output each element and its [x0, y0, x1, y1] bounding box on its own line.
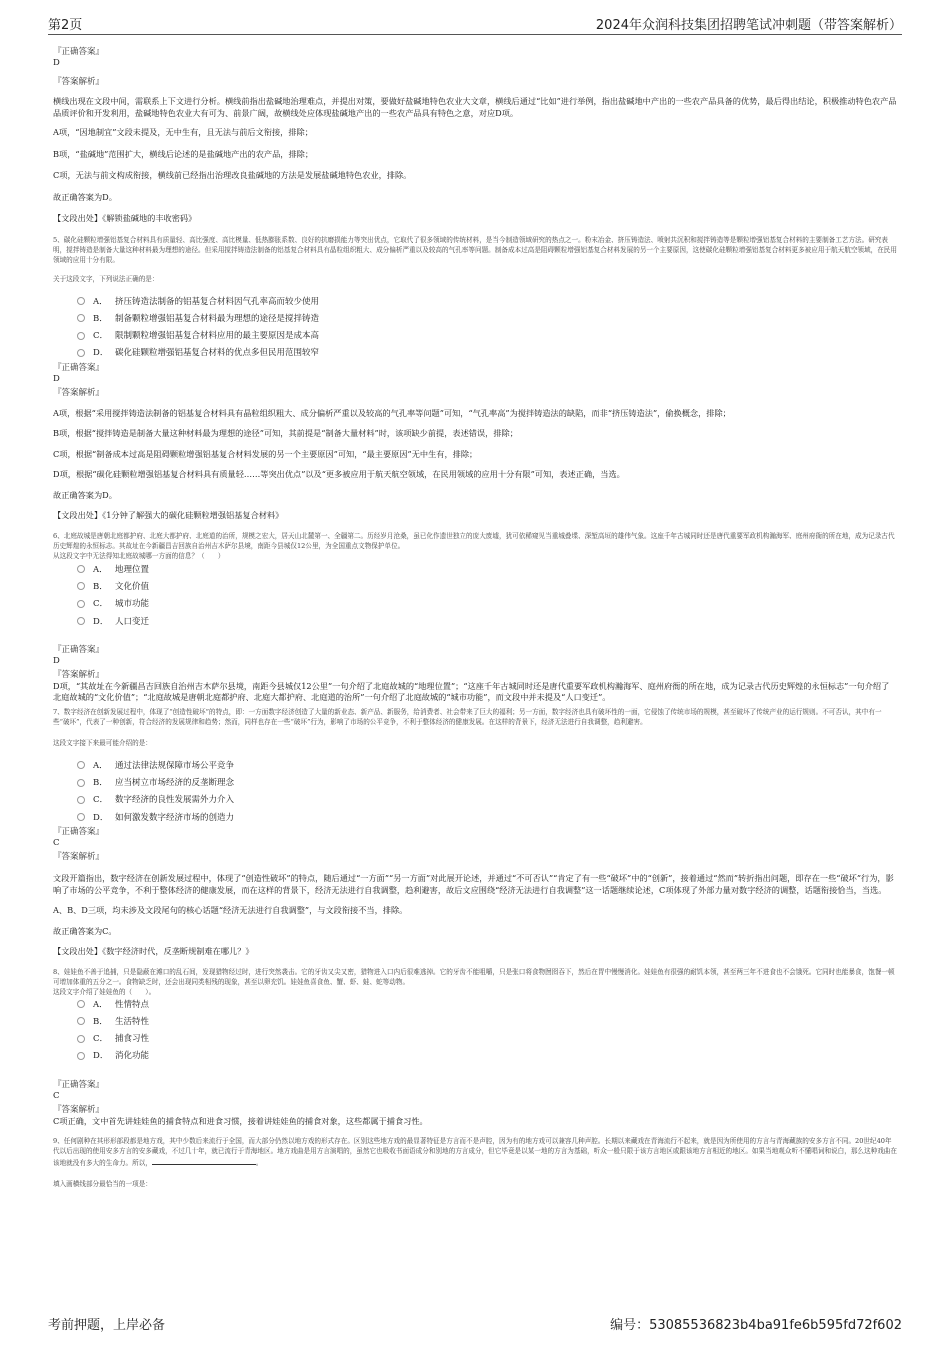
option-c[interactable]: C． 捕食习性	[77, 1031, 897, 1048]
analysis-label: 『答案解析』	[53, 1104, 105, 1115]
radio-icon[interactable]	[77, 1017, 85, 1025]
question-passage: 9、任何剧种在其形形部段都是地方戏，其中少数后来流行于全国，而大部分仍然以地方戏的形式存在。区别这些地方戏的最显著特征是方言而不是声腔，因为有的地方戏可以兼容几种声腔。长期以来藏戏在青海流行不起来，就是因为所使用的方言与青海藏族的安多方言不同。20世纪40年代以后出现的使用安多方言的安多藏戏，不过几十年，就已流行于青海地区。地方戏曲是用方言演唱的，虽然它也吸收书面语成分和别地的方言成分，但它毕竟是以某一地的方言为基础，听众一般只限于该方言地区或跟该地方言相近的地区。如果当地观众听不懂唱词和说白，那么这种戏曲在该地就没有多大的生命力。所以， 。	[53, 1137, 897, 1168]
analysis-label: 『答案解析』	[53, 77, 105, 87]
correct-answer: D	[53, 58, 60, 68]
analysis-note: A项，根据“采用搅拌铸造法制备的铝基复合材料具有晶粒组织粗大、成分偏析严重以及较高的气孔率等问题”可知，“气孔率高”为搅拌铸造法的缺陷，而非“挤压铸造法”，偷换概念，排除；	[53, 407, 731, 418]
question-prompt: 从这段文字中无法得知北庭故城哪一方面的信息？（ ）	[53, 551, 225, 560]
question-prompt: 关于这段文字，下列说法正确的是：	[53, 274, 159, 283]
final-answer: 故正确答案为D。	[53, 191, 117, 202]
option-list	[77, 562, 897, 631]
analysis-note: A项，“因地制宜”文段未提及，无中生有，且无法与前后文衔接，排除；	[53, 127, 313, 137]
correct-answer: C	[53, 838, 60, 849]
option-list	[77, 758, 897, 827]
source-citation: 【文段出处】《解锁盐碱地的丰收密码》	[53, 213, 197, 223]
page-content	[53, 44, 897, 1189]
radio-icon[interactable]	[77, 617, 85, 625]
page-number: 第2页	[48, 18, 83, 33]
question-passage: 8、娃娃鱼不善于追捕，只是隐蔽在滩口的乱石间，发现猎物经过时，进行突然袭击。它的牙齿又尖又密，猎物进入口内后很难逃掉。它的牙齿不能咀嚼，只是张口将食物囫囵吞下，然后在胃中慢慢消化。娃娃鱼有很强的耐饥本领，甚至两三年不进食也不会饿死。它同时也能暴食，饱餐一顿可增加体重的五分之一。食物缺乏时，还会出现同类相残的现象，甚至以卵充饥。娃娃鱼喜食鱼、蟹、虾、蛙、蛇等动物。	[53, 967, 895, 986]
correct-answer: C	[53, 1090, 60, 1101]
option-list	[77, 294, 897, 363]
radio-icon[interactable]	[77, 1035, 85, 1043]
radio-icon[interactable]	[77, 297, 85, 305]
analysis-label: 『答案解析』	[53, 852, 105, 863]
analysis-text: 横线出现在文段中间，需联系上下文进行分析。横线前指出盐碱地治理难点，并提出对策，要做好盐碱地特色农业大文章，横线后通过“比如”进行举例，指出盐碱地中产出的一些农产品具备的优势，最后得出结论，积极推动特色农产品品质评价和开发利用，盐碱地特色农业大有可为、前景广阔，故横线处应体现盐碱地产出的一些农产品具有特色之意，对应D项。	[53, 96, 897, 118]
correct-answer-label: 『正确答案』	[53, 827, 105, 838]
radio-icon[interactable]	[77, 582, 85, 590]
final-answer: 故正确答案为D。	[53, 489, 117, 500]
correct-answer: D	[53, 373, 60, 384]
option-d[interactable]: D． 人口变迁	[77, 614, 897, 631]
analysis-note: D项，根据“碳化硅颗粒增强铝基复合材料具有质量轻……等突出优点”以及“更多被应用于航天航空领域，在民用领域的应用十分有限”可知，表述正确，当选。	[53, 469, 625, 480]
analysis-note: C项，无法与前文构成衔接，横线前已经指出治理改良盐碱地的方法是发展盐碱地特色农业，排除。	[53, 170, 412, 180]
option-b[interactable]: B． 制备颗粒增强铝基复合材料最为理想的途径是搅拌铸造	[77, 311, 897, 328]
option-c[interactable]: C． 数字经济的良性发展需外力介入	[77, 792, 897, 809]
footer-slogan: 考前押题，上岸必备	[48, 1318, 166, 1333]
option-d[interactable]: D． 碳化硅颗粒增强铝基复合材料的优点多但民用范围较窄	[77, 345, 897, 362]
analysis-text: C项正确，文中首先讲娃娃鱼的捕食特点和进食习惯，接着讲娃娃鱼的捕食对象，这些都属于捕食习性。	[53, 1115, 428, 1126]
radio-icon[interactable]	[77, 600, 85, 608]
radio-icon[interactable]	[77, 761, 85, 769]
option-b[interactable]: B． 生活特性	[77, 1014, 897, 1031]
analysis-text: D项，“其故址在今新疆昌吉回族自治州吉木萨尔县境，南距今县城仅12公里”一句介绍了北庭故城的“地理位置”；“这座千年古城同时还是唐代重要军政机构瀚海军、庭州府衙的所在地，成为记录古代历史辉煌的永恒标志”一句介绍了北庭故城的“文化价值”；“北庭故城是唐朝北庭都护府、北庭大都护府、北庭道的治所”一句介绍了北庭故城的“城市功能”，而文段中并未提及“人口变迁”。	[53, 680, 890, 703]
source-citation: 【文段出处】《数字经济时代，反垄断规制难在哪儿？》	[53, 946, 254, 957]
page-footer	[48, 1314, 902, 1332]
source-citation: 【文段出处】《1分钟了解强大的碳化硅颗粒增强铝基复合材料》	[53, 510, 284, 521]
radio-icon[interactable]	[77, 1000, 85, 1008]
option-a[interactable]: A． 地理位置	[77, 562, 897, 579]
document-title: 2024年众润科技集团招聘笔试冲刺题（带答案解析）	[595, 18, 902, 33]
question-passage: 5、碳化硅颗粒增强铝基复合材料具有质量轻、高比强度、高比模量、低热膨胀系数、良好的抗磨损能力等突出优点，它取代了很多领域的传统材料，是当今制造领域研究的热点之一。粉末冶金、挤压铸造法、喷射共沉积和搅拌铸造等是颗粒增强铝基复合材料的主要制备工艺方法。研究表明，搅拌铸造是制备大量这种材料最为理想的途径。但采用搅拌铸造法制备的铝基复合材料具有晶粒组织粗大、成分偏析严重以及较高的气孔率等问题。制备成本过高是阻碍颗粒增强铝基复合材料发展的另一个主要原因，这使碳化硅颗粒增强铝基复合材料更多被应用于航天航空领域，在民用领域的应用十分有限。	[53, 235, 897, 264]
correct-answer-label: 『正确答案』	[53, 47, 105, 57]
radio-icon[interactable]	[77, 813, 85, 821]
radio-icon[interactable]	[77, 349, 85, 357]
correct-answer: D	[53, 655, 60, 666]
radio-icon[interactable]	[77, 779, 85, 787]
question-passage: 6、北庭故城是唐朝北庭都护府、北庭大都护府、北庭道的治所，规模之宏大，居天山北麓第一、全疆第二。历经岁月沧桑，虽已化作遗世独立的庞大废墟，犹可依稀窥见当重城叠堞、深堑高垣的雄伟气象。这座千年古城同时还是唐代重要军政机构瀚海军、庭州府衙的所在地，成为记录古代历史辉煌的永恒标志。其故址在今新疆昌吉回族自治州吉木萨尔县境，南距今县城仅12公里，为全国重点文物保护单位。	[53, 531, 895, 550]
radio-icon[interactable]	[77, 565, 85, 573]
document-id: 编号：53085536823b4ba91fe6b595fd72f602	[610, 1318, 902, 1333]
question-passage: 7、数字经济在创新发展过程中，体现了“创造性破坏”的特点，即：一方面数字经济创造了大量的新业态、新产品、新服务，给消费者、社会带来了巨大的福利；另一方面，数字经济也具有破坏性的一面，它侵蚀了传统市场的规模，甚至破坏了传统产业的运行规则。不可否认，其中有一些“破坏”，代表了一种创新，符合经济的发展规律和趋势；然而，同样也存在一些“破坏”行为，影响了市场的公平竞争，不利于整体经济的健康发展。在这样的背景下，经济无法进行自我调整，趋利避害。	[53, 707, 882, 726]
radio-icon[interactable]	[77, 332, 85, 340]
radio-icon[interactable]	[77, 796, 85, 804]
option-d[interactable]: D． 如何激发数字经济市场的创造力	[77, 810, 897, 827]
analysis-text: 文段开篇指出，数字经济在创新发展过程中，体现了“创造性破坏”的特点，随后通过“一方面”“另一方面”对此展开论述，并通过“不可否认”“肯定了有一些“破坏”中的“创新”，接着通过“然而”转折指出问题，即存在一些“破坏”行为，影响了市场的公平竞争，不利于整体经济的健康发展，而在这样的背景下，经济无法进行自我调整，趋利避害，故后文应围绕“经济无法进行自我调整”这一话题继续论述，C项体现了外部力量对数字经济的调整，话题衔接恰当，当选。	[53, 873, 894, 895]
option-b[interactable]: B． 文化价值	[77, 579, 897, 596]
option-a[interactable]: A． 性情特点	[77, 997, 897, 1014]
question-prompt: 这段文字接下来最可能介绍的是：	[53, 738, 152, 747]
option-b[interactable]: B． 应当树立市场经济的反垄断理念	[77, 775, 897, 792]
answer-blank[interactable]	[152, 1156, 256, 1165]
analysis-note: A、B、D三项，均未涉及文段尾句的核心话题“经济无法进行自我调整”，与文段衔接不当，排除。	[53, 905, 408, 916]
question-prompt: 这段文字介绍了娃娃鱼的（ ）。	[53, 987, 156, 996]
page-header	[48, 14, 902, 35]
analysis-label: 『答案解析』	[53, 387, 105, 398]
option-c[interactable]: C． 城市功能	[77, 596, 897, 613]
correct-answer-label: 『正确答案』	[53, 1079, 105, 1090]
option-a[interactable]: A． 通过法律法规保障市场公平竞争	[77, 758, 897, 775]
final-answer: 故正确答案为C。	[53, 925, 117, 936]
analysis-note: C项，根据“制备成本过高是阻碍颗粒增强铝基复合材料发展的另一个主要原因”可知，“最主要原因”无中生有，排除；	[53, 448, 478, 459]
radio-icon[interactable]	[77, 1052, 85, 1060]
question-prompt: 填入画横线部分最恰当的一项是：	[53, 1180, 152, 1189]
option-a[interactable]: A． 挤压铸造法制备的铝基复合材料因气孔率高而较少使用	[77, 294, 897, 311]
correct-answer-label: 『正确答案』	[53, 644, 105, 655]
analysis-note: B项，“盐碱地”范围扩大，横线后论述的是盐碱地产出的农产品，排除；	[53, 148, 314, 159]
correct-answer-label: 『正确答案』	[53, 362, 105, 373]
radio-icon[interactable]	[77, 314, 85, 322]
option-c[interactable]: C． 限制颗粒增强铝基复合材料应用的最主要原因是成本高	[77, 328, 897, 345]
option-d[interactable]: D． 消化功能	[77, 1048, 897, 1065]
analysis-label: 『答案解析』	[53, 669, 105, 680]
option-list	[77, 997, 897, 1066]
analysis-note: B项，根据“搅拌铸造是制备大量这种材料最为理想的途径”可知，其前提是“制备大量材料”时，该项缺少前提，表述错误，排除；	[53, 428, 518, 439]
